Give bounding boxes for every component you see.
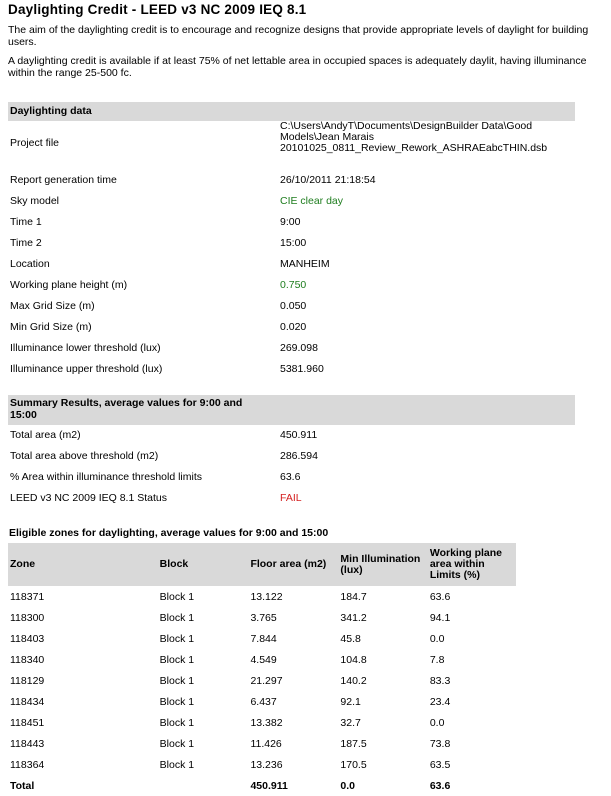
daylighting-data-value: 0.050 [280,300,307,312]
daylighting-data-value: MANHEIM [280,258,330,270]
daylighting-data-value: 0.750 [280,279,307,291]
table-row [8,733,516,754]
cell-block: Block 1 [159,674,195,687]
cell-min-illumination: 140.2 [340,674,367,687]
cell-floor-area: 3.765 [250,611,277,624]
summary-heading-line: Summary Results, average values for 9:00 and [10,397,243,409]
daylighting-data-row [8,338,575,359]
daylighting-data-row [8,275,575,296]
summary-value: 450.911 [280,429,318,441]
cell-zone: 118443 [10,737,45,750]
table-row [8,712,516,733]
cell-block: Block 1 [159,632,195,645]
table-row [8,649,516,670]
cell-working-plane-area: 73.8 [429,737,451,750]
daylighting-data-value: CIE clear day [280,195,344,207]
daylighting-data-label: Min Grid Size (m) [10,321,92,333]
cell-working-plane-area: 7.8 [429,653,445,666]
cell-block: Block 1 [159,590,195,603]
summary-label: LEED v3 NC 2009 IEQ 8.1 Status [10,492,167,504]
daylighting-data-label: Illuminance lower threshold (lux) [10,342,161,354]
summary-section [8,395,575,509]
total-row [8,775,516,796]
daylighting-data-row [8,254,575,275]
daylighting-data-row [8,296,575,317]
project-file-line: 20101025_0811_Review_Rework_ASHRAEabcTHIN.dsb [280,142,548,154]
cell-block: Block 1 [159,611,195,624]
summary-rows [8,425,575,509]
cell-working-plane-area: 63.6 [429,590,451,603]
daylighting-data-value: 269.098 [280,342,318,354]
daylighting-data-row [8,170,575,191]
cell-zone: 118340 [10,653,45,666]
cell-min-illumination: 170.5 [340,758,367,771]
summary-row [8,425,575,446]
cell-working-plane-area: 63.5 [429,758,451,771]
cell-working-plane-area: 0.0 [429,632,445,645]
cell-block: Block 1 [159,653,195,666]
daylighting-data-label: Max Grid Size (m) [10,300,95,312]
cell-min-illumination: 92.1 [340,695,361,708]
cell-block: Block 1 [159,758,195,771]
cell-min-illumination: 187.5 [340,737,367,750]
cell-min-illumination: 45.8 [340,632,361,645]
total-label: Total [10,779,35,792]
cell-zone: 118434 [10,695,45,708]
summary-row [8,467,575,488]
column-header-min-illumination: Min Illumination (lux) [340,552,421,576]
summary-label: Total area above threshold (m2) [10,450,159,462]
cell-floor-area: 13.236 [250,758,283,771]
cell-min-illumination: 104.8 [340,653,367,666]
total-block [158,775,249,796]
daylighting-data-label: Illuminance upper threshold (lux) [10,363,163,375]
cell-floor-area: 11.426 [250,737,282,750]
total-floor-area: 450.911 [250,779,288,792]
daylighting-data-value: 5381.960 [280,363,324,375]
intro-paragraph-aim: The aim of the daylighting credit is to encourage and recognize designs that provide appropriate levels of daylight for building users. [8,24,589,48]
daylighting-data-label: Working plane height (m) [10,279,128,291]
daylighting-data-label: Location [10,258,50,270]
daylighting-data-row [8,317,575,338]
cell-floor-area: 13.122 [250,590,283,603]
project-file-row [8,121,575,170]
cell-floor-area: 21.297 [250,674,283,687]
daylighting-data-heading: Daylighting data [8,102,575,121]
project-file-value [280,121,570,154]
table-row [8,670,516,691]
daylighting-data-value: 9:00 [280,216,301,228]
summary-row [8,446,575,467]
daylighting-data-row [8,191,575,212]
daylighting-data-value: 15:00 [280,237,307,249]
cell-floor-area: 6.437 [250,695,277,708]
cell-working-plane-area: 23.4 [429,695,451,708]
summary-row [8,488,575,509]
daylighting-data-label: Sky model [10,195,60,207]
daylighting-data-label: Report generation time [10,174,117,186]
summary-label: % Area within illuminance threshold limits [10,471,202,483]
daylighting-data-section [8,102,575,380]
table-header-row [8,543,516,586]
cell-working-plane-area: 83.3 [429,674,451,687]
summary-value: FAIL [280,492,302,504]
summary-value: 63.6 [280,471,301,483]
cell-block: Block 1 [159,695,195,708]
daylighting-data-row [8,359,575,380]
summary-value: 286.594 [280,450,318,462]
daylighting-data-label: Time 1 [10,216,42,228]
cell-min-illumination: 32.7 [340,716,361,729]
cell-block: Block 1 [159,737,195,750]
daylighting-data-value: 0.020 [280,321,307,333]
cell-zone: 118371 [10,590,45,603]
cell-working-plane-area: 0.0 [429,716,445,729]
table-row [8,607,516,628]
cell-floor-area: 7.844 [250,632,277,645]
eligible-zones-table [8,543,516,796]
project-file-line: Models\Jean Marais [280,131,374,143]
eligible-zones-title: Eligible zones for daylighting, average values for 9:00 and 15:00 [9,527,329,539]
cell-floor-area: 13.382 [250,716,283,729]
daylighting-data-value: 26/10/2011 21:18:54 [280,174,376,186]
column-header-block: Block [159,558,189,570]
cell-block: Block 1 [159,716,195,729]
page-title: Daylighting Credit - LEED v3 NC 2009 IEQ 8.1 [8,2,307,17]
total-min-illumination: 0.0 [340,779,356,792]
cell-zone: 118451 [10,716,45,729]
column-header-zone: Zone [10,558,36,570]
summary-heading [8,395,575,425]
table-row [8,754,516,775]
intro-paragraph-requirement: A daylighting credit is available if at least 75% of net lettable area in occupied spaces is adequately daylit, having illuminance within the range 25-500 fc. [8,55,587,79]
cell-zone: 118364 [10,758,45,771]
summary-heading-line: 15:00 [10,409,37,421]
cell-zone: 118129 [10,674,45,687]
column-header-floor-area: Floor area (m2) [250,558,327,570]
table-row [8,628,516,649]
total-working-plane-area: 63.6 [429,779,451,792]
cell-working-plane-area: 94.1 [429,611,451,624]
cell-zone: 118403 [10,632,45,645]
cell-min-illumination: 184.7 [340,590,367,603]
table-row [8,691,516,712]
table-row [8,586,516,607]
daylighting-data-row [8,233,575,254]
project-file-line: C:\Users\AndyT\Documents\DesignBuilder Data\Good [280,120,533,132]
daylighting-data-row [8,212,575,233]
daylighting-rows [8,170,575,380]
zone-rows [8,586,516,775]
cell-min-illumination: 341.2 [340,611,367,624]
project-file-label: Project file [10,137,60,149]
cell-floor-area: 4.549 [250,653,277,666]
column-header-working-plane-area: Working plane area within Limits (%) [429,547,502,581]
daylighting-data-label: Time 2 [10,237,42,249]
summary-label: Total area (m2) [10,429,81,441]
cell-zone: 118300 [10,611,45,624]
